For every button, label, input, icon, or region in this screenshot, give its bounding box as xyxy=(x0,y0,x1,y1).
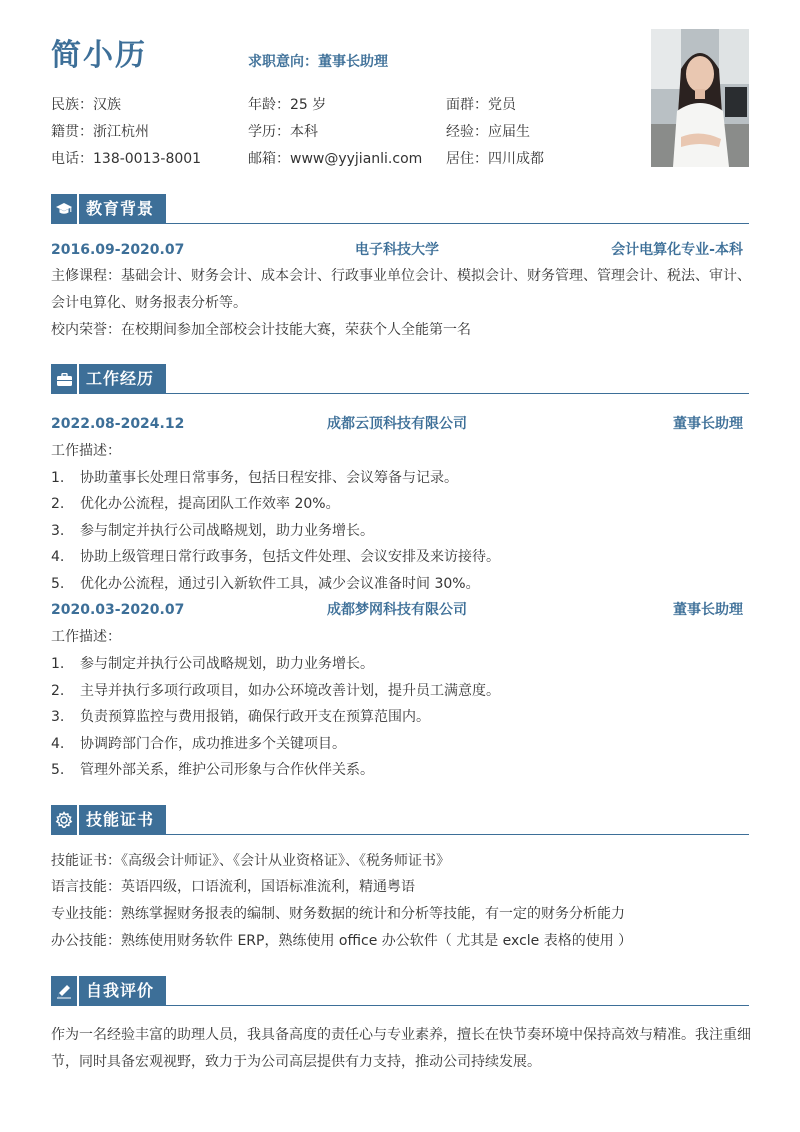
section-title-self: 自我评价 xyxy=(86,981,155,1000)
job-company: 成都云顶科技有限公司 xyxy=(327,416,467,432)
job-desc-label: 工作描述： xyxy=(51,443,121,459)
list-number: 1. xyxy=(51,656,65,672)
list-number: 4. xyxy=(51,549,65,565)
info-email: 邮箱：www@yyjianli.com xyxy=(248,151,423,167)
job-desc-label: 工作描述： xyxy=(51,629,121,645)
list-text: 主导并执行多项行政项目，如办公环境改善计划，提升员工满意度。 xyxy=(80,683,500,699)
list-text: 参与制定并执行公司战略规划，助力业务增长。 xyxy=(80,523,374,539)
list-number: 5. xyxy=(51,762,65,778)
job-position: 董事长助理 xyxy=(673,602,743,618)
graduation-cap-icon xyxy=(51,194,79,224)
job-row xyxy=(51,600,743,620)
resume-title: 简小历 xyxy=(51,38,147,73)
list-text: 协调跨部门合作，成功推进多个关键项目。 xyxy=(80,736,346,752)
job-row xyxy=(51,414,743,434)
list-text: 优化办公流程，提高团队工作效率 20%。 xyxy=(80,496,340,512)
section-title-education: 教育背景 xyxy=(86,199,155,218)
section-title-work: 工作经历 xyxy=(86,369,155,388)
section-label-box xyxy=(51,364,166,394)
job-intent: 求职意向：董事长助理 xyxy=(248,54,388,70)
education-honor: 校内荣誉：在校期间参加全部校会计技能大赛，荣获个人全能第一名 xyxy=(51,322,471,338)
info-residence: 居住：四川成都 xyxy=(446,151,544,167)
info-age: 年龄：25 岁 xyxy=(248,97,327,113)
skill-language: 语言技能：英语四级，口语流利，国语标准流利，精通粤语 xyxy=(51,879,415,895)
info-politics: 面群：党员 xyxy=(446,97,516,113)
self-evaluation: 作为一名经验丰富的助理人员，我具备高度的责任心与专业素养，擅长在快节奏环境中保持高效与精准。我注重细节，同时具备宏观视野，致力于为公司高层提供有力支持，推动公司持续发展。 xyxy=(51,1027,751,1070)
gear-icon xyxy=(51,805,79,835)
list-text: 管理外部关系，维护公司形象与合作伙伴关系。 xyxy=(80,762,374,778)
job-period: 2020.03-2020.07 xyxy=(51,602,185,618)
list-text: 协助上级管理日常行政事务，包括文件处理、会议安排及来访接待。 xyxy=(80,549,500,565)
list-number: 5. xyxy=(51,576,65,592)
info-education: 学历：本科 xyxy=(248,124,318,140)
section-title-skills: 技能证书 xyxy=(86,810,155,829)
section-label-box xyxy=(51,194,166,224)
pen-icon xyxy=(51,976,79,1006)
job-position: 董事长助理 xyxy=(673,416,743,432)
section-divider xyxy=(166,223,749,224)
list-number: 1. xyxy=(51,470,65,486)
profile-photo xyxy=(651,29,749,167)
section-education-header xyxy=(51,194,749,224)
list-text: 优化办公流程，通过引入新软件工具，减少会议准备时间 30%。 xyxy=(80,576,480,592)
education-major: 会计电算化专业-本科 xyxy=(611,242,743,258)
list-number: 2. xyxy=(51,496,65,512)
info-hometown: 籍贯：浙江杭州 xyxy=(51,124,149,140)
section-divider xyxy=(166,1005,749,1006)
section-label-box xyxy=(51,805,166,835)
education-school: 电子科技大学 xyxy=(355,242,439,258)
skill-office: 办公技能：熟练使用财务软件 ERP，熟练使用 office 办公软件（ 尤其是 excle 表格的使用 ） xyxy=(51,933,633,949)
list-number: 4. xyxy=(51,736,65,752)
list-text: 参与制定并执行公司战略规划，助力业务增长。 xyxy=(80,656,374,672)
info-experience: 经验：应届生 xyxy=(446,124,530,140)
list-text: 协助董事长处理日常事务，包括日程安排、会议筹备与记录。 xyxy=(80,470,458,486)
list-number: 3. xyxy=(51,709,65,725)
section-skills-header xyxy=(51,805,749,835)
section-work-header xyxy=(51,364,749,394)
education-courses: 主修课程：基础会计、财务会计、成本会计、行政事业单位会计、模拟会计、财务管理、管理会计、税法、审计、会计电算化、财务报表分析等。 xyxy=(51,268,751,311)
briefcase-icon xyxy=(51,364,79,394)
job-period: 2022.08-2024.12 xyxy=(51,416,185,432)
skill-professional: 专业技能：熟练掌握财务报表的编制、财务数据的统计和分析等技能，有一定的财务分析能力 xyxy=(51,906,625,922)
section-self-header xyxy=(51,976,749,1006)
skill-certs: 技能证书：《高级会计师证》、《会计从业资格证》、《税务师证书》 xyxy=(51,853,450,869)
section-divider xyxy=(166,834,749,835)
section-divider xyxy=(166,393,749,394)
job-company: 成都梦网科技有限公司 xyxy=(327,602,467,618)
education-row xyxy=(51,240,743,260)
info-phone: 电话：138-0013-8001 xyxy=(51,151,202,167)
list-number: 3. xyxy=(51,523,65,539)
info-ethnicity: 民族：汉族 xyxy=(51,97,121,113)
list-text: 负责预算监控与费用报销，确保行政开支在预算范围内。 xyxy=(80,709,430,725)
section-label-box xyxy=(51,976,166,1006)
list-number: 2. xyxy=(51,683,65,699)
education-period: 2016.09-2020.07 xyxy=(51,242,185,258)
